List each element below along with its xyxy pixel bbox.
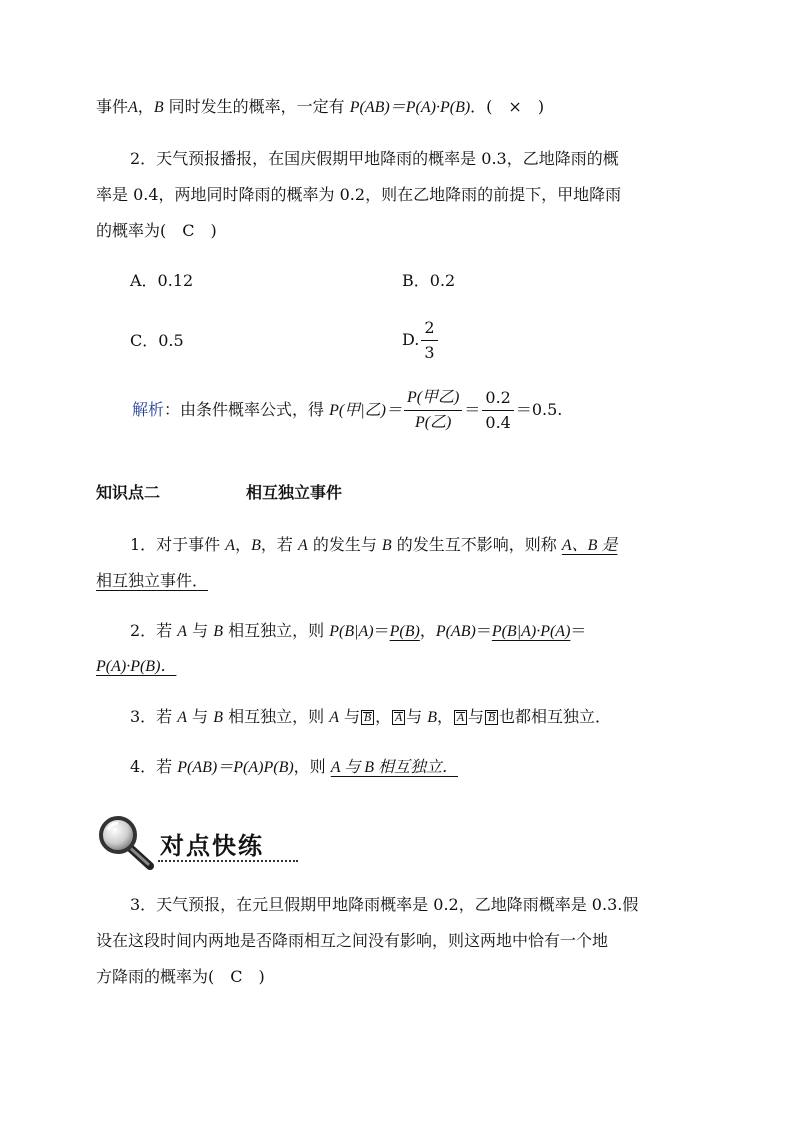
text: 相互独立，则 bbox=[223, 707, 330, 726]
point-3 bbox=[130, 706, 611, 729]
fraction bbox=[421, 318, 437, 363]
q3-line-1: 3．天气预报，在元旦假期甲地降雨概率是 0.2，乙地降雨概率是 0.3.假 bbox=[130, 895, 639, 914]
text: ，若 bbox=[260, 535, 298, 554]
option-d bbox=[402, 318, 440, 363]
formula: P(B|A) bbox=[329, 623, 374, 640]
complement-box: B bbox=[361, 710, 374, 725]
var: B bbox=[251, 537, 261, 554]
complement-box: B bbox=[485, 710, 498, 725]
complement-box: A bbox=[454, 710, 467, 725]
text: ，则 bbox=[293, 757, 331, 776]
text: 4．若 bbox=[130, 757, 178, 776]
option-d-label: D. bbox=[402, 330, 420, 349]
text: 的发生与 bbox=[307, 535, 382, 554]
answer-blank: A 与 B 相互独立． bbox=[330, 759, 459, 776]
fraction bbox=[482, 388, 513, 433]
denominator: 3 bbox=[424, 343, 435, 362]
text: ， bbox=[235, 535, 252, 554]
q3-line-3: 方降雨的概率为( C ) bbox=[96, 967, 265, 986]
var: B bbox=[213, 623, 224, 640]
text: ＝0.5. bbox=[515, 400, 563, 419]
numerator: 0.2 bbox=[482, 388, 513, 411]
q2-line-2: 率是 0.4，两地同时降雨的概率为 0.2，则在乙地降雨的前提下，甲地降雨 bbox=[96, 185, 622, 204]
point-2-line-1 bbox=[130, 620, 586, 643]
text: 的发生互不影响，则称 bbox=[391, 535, 562, 554]
answer-blank: P(B|A)·P(A) bbox=[491, 623, 571, 640]
text: 同时发生的概率，一定有 bbox=[163, 97, 350, 116]
option-a: A．0.12 bbox=[130, 271, 194, 290]
text: ， bbox=[419, 621, 436, 640]
text: 相互独立，则 bbox=[223, 621, 330, 640]
point-1-line-1 bbox=[130, 534, 617, 557]
formula: P(AB)＝P(A)·P(B) bbox=[349, 99, 471, 116]
q3-line-2: 设在这段时间内两地是否降雨相互之间没有影响，则这两地中恰有一个地 bbox=[96, 931, 609, 950]
var: A bbox=[128, 99, 138, 116]
fraction bbox=[404, 388, 462, 433]
text: ＝ bbox=[475, 621, 492, 640]
var: A bbox=[329, 709, 339, 726]
text: ， bbox=[436, 707, 453, 726]
magnifier-icon bbox=[96, 814, 158, 870]
kp2-label: 知识点二 bbox=[96, 483, 161, 502]
text: 与 bbox=[187, 621, 214, 640]
text: 与 bbox=[187, 707, 214, 726]
text: ＝ bbox=[570, 621, 587, 640]
text: 事件 bbox=[96, 97, 129, 116]
var: B bbox=[213, 709, 224, 726]
var: A bbox=[177, 623, 188, 640]
solution bbox=[132, 388, 562, 433]
text: 也都相互独立． bbox=[499, 707, 612, 726]
kp2-title: 相互独立事件 bbox=[246, 483, 343, 502]
point-4 bbox=[130, 756, 458, 779]
section-title: 对点快练 bbox=[160, 832, 264, 860]
statement-line-1 bbox=[96, 96, 544, 119]
var: A bbox=[177, 709, 188, 726]
text: 1．对于事件 bbox=[130, 535, 226, 554]
var: A bbox=[225, 537, 236, 554]
option-c: C．0.5 bbox=[130, 331, 184, 350]
option-b: B．0.2 bbox=[402, 271, 456, 290]
point-1-line-2: 相互独立事件． bbox=[96, 571, 209, 590]
var: A bbox=[297, 537, 308, 554]
numerator: 2 bbox=[421, 318, 437, 341]
denominator: 0.4 bbox=[485, 413, 511, 432]
answer-blank: P(B) bbox=[389, 623, 420, 640]
formula: P(AB)＝P(A)P(B) bbox=[177, 759, 294, 776]
text: ：由条件概率公式，得 bbox=[164, 400, 330, 419]
q2-line-3: 的概率为( C ) bbox=[96, 221, 217, 240]
text: 与 bbox=[468, 707, 485, 726]
text: ＝ bbox=[464, 400, 481, 419]
var: B bbox=[153, 99, 164, 116]
text: ， bbox=[137, 97, 154, 116]
numerator: P(甲乙) bbox=[404, 388, 462, 411]
solution-label: 解析 bbox=[132, 400, 165, 419]
text: 3．若 bbox=[130, 707, 178, 726]
text: 与 bbox=[406, 707, 428, 726]
complement-box: A bbox=[392, 710, 405, 725]
answer-blank: A、B 是 bbox=[561, 537, 618, 554]
point-2-line-2: P(A)·P(B)． bbox=[96, 658, 177, 675]
q2-line-1: 2．天气预报播报，在国庆假期甲地降雨的概率是 0.3，乙地降雨的概 bbox=[130, 149, 619, 168]
formula: P(甲|乙)＝ bbox=[329, 402, 402, 419]
text: 与 bbox=[339, 707, 361, 726]
var: B bbox=[381, 537, 392, 554]
judgement: ．( × ) bbox=[470, 97, 545, 116]
formula: P(AB) bbox=[435, 623, 476, 640]
section-divider bbox=[158, 860, 298, 862]
text: ＝ bbox=[373, 621, 390, 640]
text: 2．若 bbox=[130, 621, 178, 640]
var: B bbox=[427, 709, 437, 726]
denominator: P(乙) bbox=[414, 414, 452, 431]
text: ， bbox=[375, 707, 392, 726]
